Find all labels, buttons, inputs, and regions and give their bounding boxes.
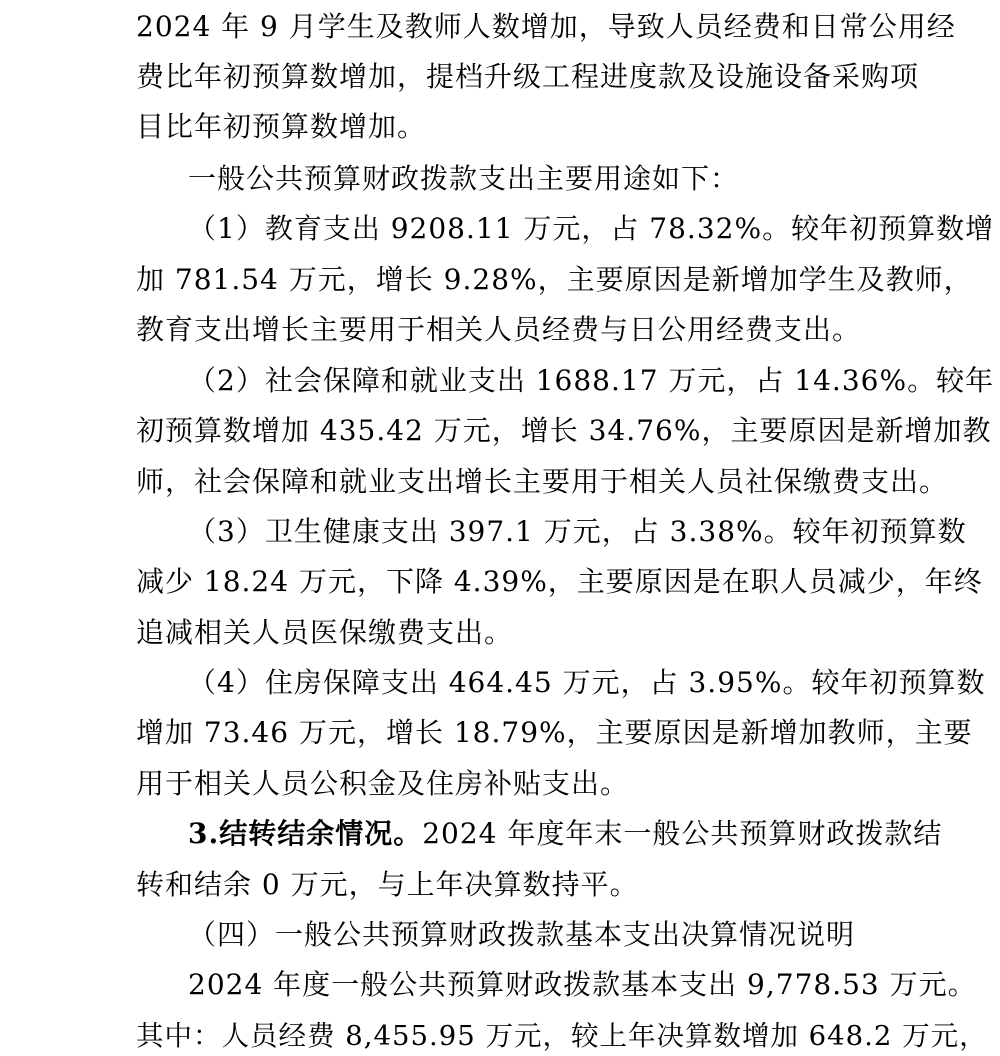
text-line: 目比年初预算数增加。 — [136, 110, 427, 143]
text-line: 师，社会保障和就业支出增长主要用于相关人员社保缴费支出。 — [136, 465, 949, 498]
carryover-line — [188, 817, 948, 851]
section-intro: 一般公共预算财政拨款支出主要用途如下： — [188, 162, 740, 195]
text-line: 教育支出增长主要用于相关人员经费与日公用经费支出。 — [136, 313, 862, 346]
text-line: 加 781.54 万元，增长 9.28%，主要原因是新增加学生及教师， — [136, 263, 973, 296]
text-line: 费比年初预算数增加，提档升级工程进度款及设施设备采购项 — [136, 60, 920, 93]
text-line: 转和结余 0 万元，与上年决算数持平。 — [136, 868, 639, 901]
text-line: 2024 年 9 月学生及教师人数增加，导致人员经费和日常公用经 — [136, 10, 956, 43]
text-line: 2024 年度一般公共预算财政拨款基本支出 9,778.53 万元。 — [188, 968, 977, 1001]
item-education-line: （1）教育支出 9208.11 万元，占 78.32%。较年初预算数增 — [188, 212, 995, 245]
text-line: 用于相关人员公积金及住房补贴支出。 — [136, 767, 630, 800]
text-line: 增加 73.46 万元，增长 18.79%，主要原因是新增加教师，主要 — [136, 716, 973, 749]
item-social-security-line: （2）社会保障和就业支出 1688.17 万元，占 14.36%。较年 — [188, 364, 995, 397]
text-line: 其中：人员经费 8,455.95 万元，较上年决算数增加 648.2 万元， — [136, 1020, 988, 1052]
text-line: 初预算数增加 435.42 万元，增长 34.76%，主要原因是新增加教 — [136, 414, 992, 447]
text-line: 减少 18.24 万元，下降 4.39%，主要原因是在职人员减少，年终 — [136, 565, 983, 598]
item-health-line: （3）卫生健康支出 397.1 万元，占 3.38%。较年初预算数 — [188, 515, 967, 548]
carryover-heading: 3.结转结余情况。 — [188, 817, 423, 850]
text-line: 追减相关人员医保缴费支出。 — [136, 616, 514, 649]
carryover-text: 2024 年度年末一般公共预算财政拨款结 — [422, 817, 943, 850]
item-housing-line: （4）住房保障支出 464.45 万元，占 3.95%。较年初预算数 — [188, 666, 986, 699]
section-heading-basic-expenditure: （四）一般公共预算财政拨款基本支出决算情况说明 — [188, 918, 856, 951]
